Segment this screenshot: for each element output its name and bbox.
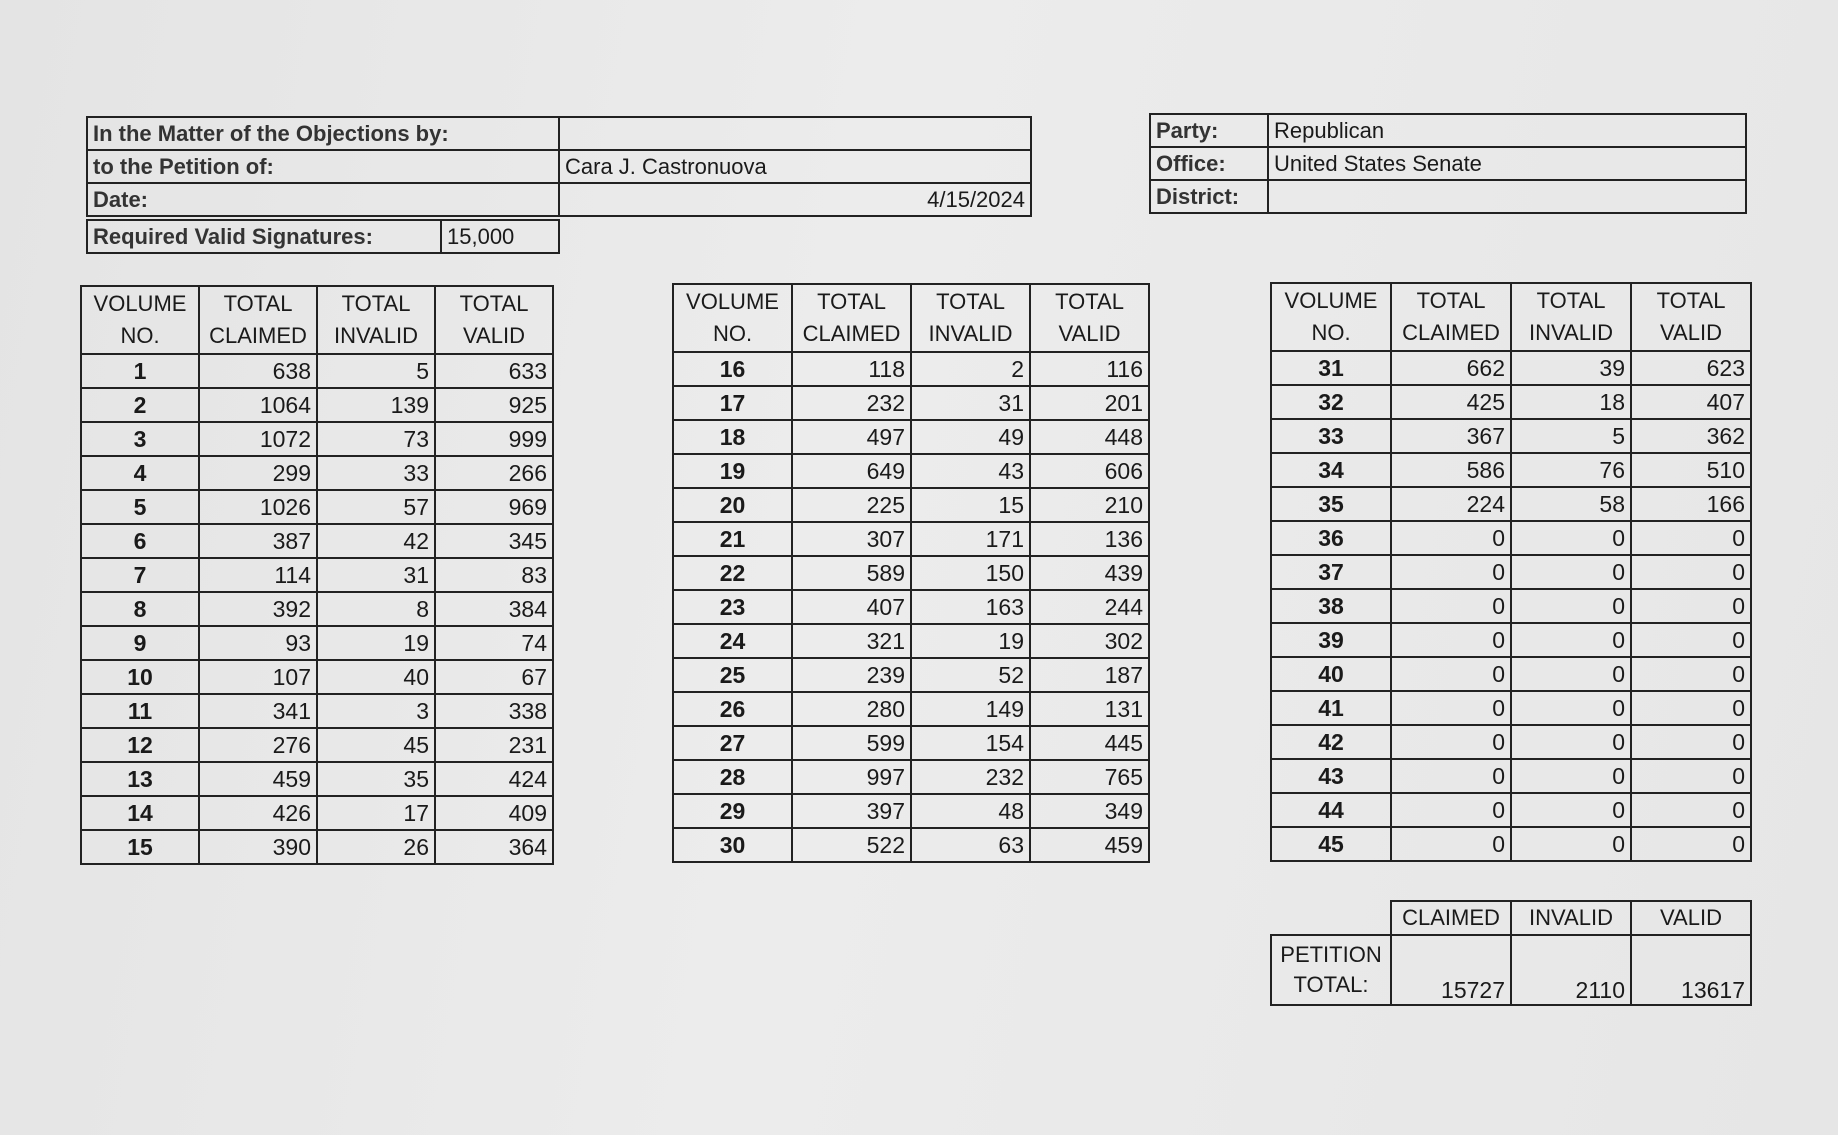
valid-cell: 364 — [435, 830, 553, 864]
claimed-cell: 276 — [199, 728, 317, 762]
table-row — [81, 660, 553, 694]
table-row — [81, 388, 553, 422]
claimed-cell: 225 — [792, 488, 911, 522]
invalid-cell: 35 — [317, 762, 435, 796]
invalid-cell: 48 — [911, 794, 1030, 828]
invalid-cell: 0 — [1511, 725, 1631, 759]
volume-no-cell: 1 — [81, 354, 199, 388]
table-row — [1271, 555, 1751, 589]
valid-cell: 302 — [1030, 624, 1149, 658]
table-row — [81, 592, 553, 626]
totals-invalid-header: INVALID — [1511, 901, 1631, 935]
invalid-cell: 31 — [317, 558, 435, 592]
volume-no-cell: 38 — [1271, 589, 1391, 623]
invalid-cell: 19 — [317, 626, 435, 660]
invalid-cell: 45 — [317, 728, 435, 762]
claimed-cell: 1064 — [199, 388, 317, 422]
invalid-cell: 63 — [911, 828, 1030, 862]
volume-no-cell: 29 — [673, 794, 792, 828]
valid-cell: 116 — [1030, 352, 1149, 386]
volume-no-cell: 32 — [1271, 385, 1391, 419]
claimed-cell: 1026 — [199, 490, 317, 524]
volume-no-cell: 43 — [1271, 759, 1391, 793]
claimed-cell: 0 — [1391, 827, 1511, 861]
invalid-cell: 0 — [1511, 623, 1631, 657]
claimed-cell: 0 — [1391, 759, 1511, 793]
claimed-cell: 599 — [792, 726, 911, 760]
office-value: United States Senate — [1268, 147, 1746, 180]
valid-cell: 210 — [1030, 488, 1149, 522]
table-row — [673, 386, 1149, 420]
volume-no-cell: 25 — [673, 658, 792, 692]
district-value — [1268, 180, 1746, 213]
totals-claimed-header: CLAIMED — [1391, 901, 1511, 935]
volume-no-cell: 9 — [81, 626, 199, 660]
volume-no-cell: 16 — [673, 352, 792, 386]
volume-no-cell: 5 — [81, 490, 199, 524]
valid-cell: 136 — [1030, 522, 1149, 556]
valid-cell: 445 — [1030, 726, 1149, 760]
claimed-cell: 321 — [792, 624, 911, 658]
table-row — [673, 352, 1149, 386]
valid-cell: 424 — [435, 762, 553, 796]
invalid-cell: 31 — [911, 386, 1030, 420]
invalid-cell: 0 — [1511, 555, 1631, 589]
party-value: Republican — [1268, 114, 1746, 147]
valid-cell: 231 — [435, 728, 553, 762]
totals-valid-header: VALID — [1631, 901, 1751, 935]
table-row — [673, 590, 1149, 624]
party-label: Party: — [1150, 114, 1268, 147]
claimed-cell: 114 — [199, 558, 317, 592]
valid-cell: 448 — [1030, 420, 1149, 454]
valid-cell: 459 — [1030, 828, 1149, 862]
table-row — [81, 456, 553, 490]
claimed-cell: 425 — [1391, 385, 1511, 419]
table-row — [1271, 589, 1751, 623]
objections-value — [559, 117, 1031, 150]
invalid-cell: 0 — [1511, 657, 1631, 691]
claimed-cell: 649 — [792, 454, 911, 488]
invalid-cell: 33 — [317, 456, 435, 490]
valid-header: TOTAL VALID — [435, 286, 553, 354]
table-row — [81, 796, 553, 830]
table-row — [673, 624, 1149, 658]
claimed-cell: 407 — [792, 590, 911, 624]
date-value: 4/15/2024 — [559, 183, 1031, 216]
valid-cell: 439 — [1030, 556, 1149, 590]
invalid-cell: 0 — [1511, 827, 1631, 861]
valid-header: TOTAL VALID — [1030, 284, 1149, 352]
invalid-cell: 149 — [911, 692, 1030, 726]
volume-header: VOLUME NO. — [1271, 283, 1391, 351]
valid-cell: 0 — [1631, 555, 1751, 589]
petition-value: Cara J. Castronuova — [559, 150, 1031, 183]
invalid-cell: 49 — [911, 420, 1030, 454]
claimed-header: TOTAL CLAIMED — [792, 284, 911, 352]
table-row — [673, 658, 1149, 692]
valid-cell: 384 — [435, 592, 553, 626]
claimed-cell: 341 — [199, 694, 317, 728]
objections-label: In the Matter of the Objections by: — [87, 117, 559, 150]
total-claimed: 15727 — [1391, 935, 1511, 1005]
claimed-cell: 662 — [1391, 351, 1511, 385]
table-row — [81, 490, 553, 524]
volume-no-cell: 40 — [1271, 657, 1391, 691]
claimed-cell: 232 — [792, 386, 911, 420]
valid-cell: 0 — [1631, 521, 1751, 555]
table-row — [81, 524, 553, 558]
claimed-cell: 638 — [199, 354, 317, 388]
volume-header: VOLUME NO. — [673, 284, 792, 352]
claimed-cell: 390 — [199, 830, 317, 864]
claimed-cell: 0 — [1391, 521, 1511, 555]
invalid-cell: 150 — [911, 556, 1030, 590]
table-row — [1271, 827, 1751, 861]
table-row — [673, 420, 1149, 454]
invalid-cell: 5 — [1511, 419, 1631, 453]
volume-no-cell: 31 — [1271, 351, 1391, 385]
valid-cell: 166 — [1631, 487, 1751, 521]
volume-no-cell: 39 — [1271, 623, 1391, 657]
volume-no-cell: 24 — [673, 624, 792, 658]
volume-no-cell: 35 — [1271, 487, 1391, 521]
volume-no-cell: 45 — [1271, 827, 1391, 861]
volume-no-cell: 26 — [673, 692, 792, 726]
claimed-cell: 0 — [1391, 589, 1511, 623]
claimed-cell: 107 — [199, 660, 317, 694]
volume-no-cell: 44 — [1271, 793, 1391, 827]
volume-no-cell: 23 — [673, 590, 792, 624]
volume-no-cell: 7 — [81, 558, 199, 592]
table-row — [1271, 657, 1751, 691]
claimed-cell: 392 — [199, 592, 317, 626]
valid-cell: 0 — [1631, 657, 1751, 691]
volume-no-cell: 6 — [81, 524, 199, 558]
table-row — [673, 454, 1149, 488]
table-row — [673, 488, 1149, 522]
claimed-header: TOTAL CLAIMED — [199, 286, 317, 354]
valid-cell: 349 — [1030, 794, 1149, 828]
invalid-cell: 171 — [911, 522, 1030, 556]
valid-cell: 0 — [1631, 589, 1751, 623]
valid-cell: 0 — [1631, 691, 1751, 725]
volume-table-2 — [672, 283, 1150, 863]
volume-no-cell: 4 — [81, 456, 199, 490]
valid-cell: 510 — [1631, 453, 1751, 487]
invalid-cell: 163 — [911, 590, 1030, 624]
invalid-cell: 39 — [1511, 351, 1631, 385]
valid-cell: 0 — [1631, 793, 1751, 827]
invalid-cell: 40 — [317, 660, 435, 694]
table-row — [673, 760, 1149, 794]
claimed-cell: 239 — [792, 658, 911, 692]
table-row — [81, 558, 553, 592]
invalid-cell: 8 — [317, 592, 435, 626]
district-label: District: — [1150, 180, 1268, 213]
claimed-cell: 997 — [792, 760, 911, 794]
claimed-header: TOTAL CLAIMED — [1391, 283, 1511, 351]
table-row — [81, 830, 553, 864]
volume-no-cell: 20 — [673, 488, 792, 522]
claimed-cell: 299 — [199, 456, 317, 490]
required-signatures-table — [86, 219, 560, 254]
volume-no-cell: 3 — [81, 422, 199, 456]
invalid-cell: 0 — [1511, 589, 1631, 623]
valid-header: TOTAL VALID — [1631, 283, 1751, 351]
valid-cell: 925 — [435, 388, 553, 422]
volume-no-cell: 34 — [1271, 453, 1391, 487]
invalid-cell: 52 — [911, 658, 1030, 692]
required-signatures-label: Required Valid Signatures: — [87, 220, 441, 253]
volume-no-cell: 28 — [673, 760, 792, 794]
table-row — [81, 728, 553, 762]
party-info-table — [1149, 113, 1747, 214]
date-label: Date: — [87, 183, 559, 216]
valid-cell: 765 — [1030, 760, 1149, 794]
claimed-cell: 426 — [199, 796, 317, 830]
invalid-header: TOTAL INVALID — [1511, 283, 1631, 351]
petition-total-label: PETITION TOTAL: — [1271, 935, 1391, 1005]
volume-no-cell: 22 — [673, 556, 792, 590]
volume-no-cell: 27 — [673, 726, 792, 760]
claimed-cell: 118 — [792, 352, 911, 386]
table-row — [1271, 623, 1751, 657]
invalid-cell: 154 — [911, 726, 1030, 760]
valid-cell: 633 — [435, 354, 553, 388]
table-row — [673, 794, 1149, 828]
claimed-cell: 0 — [1391, 793, 1511, 827]
valid-cell: 83 — [435, 558, 553, 592]
required-signatures-value: 15,000 — [441, 220, 559, 253]
claimed-cell: 459 — [199, 762, 317, 796]
table-row — [1271, 793, 1751, 827]
volume-no-cell: 19 — [673, 454, 792, 488]
claimed-cell: 224 — [1391, 487, 1511, 521]
valid-cell: 969 — [435, 490, 553, 524]
objections-info-table — [86, 116, 1032, 217]
invalid-cell: 19 — [911, 624, 1030, 658]
table-row — [673, 726, 1149, 760]
petition-label: to the Petition of: — [87, 150, 559, 183]
valid-cell: 0 — [1631, 827, 1751, 861]
claimed-cell: 497 — [792, 420, 911, 454]
volume-no-cell: 10 — [81, 660, 199, 694]
table-row — [1271, 351, 1751, 385]
table-row — [1271, 521, 1751, 555]
valid-cell: 0 — [1631, 725, 1751, 759]
table-row — [1271, 419, 1751, 453]
volume-header: VOLUME NO. — [81, 286, 199, 354]
volume-no-cell: 2 — [81, 388, 199, 422]
table-row — [1271, 487, 1751, 521]
volume-no-cell: 13 — [81, 762, 199, 796]
invalid-cell: 26 — [317, 830, 435, 864]
petition-totals-table — [1270, 900, 1752, 1006]
valid-cell: 407 — [1631, 385, 1751, 419]
valid-cell: 0 — [1631, 623, 1751, 657]
table-row — [673, 556, 1149, 590]
volume-no-cell: 42 — [1271, 725, 1391, 759]
valid-cell: 131 — [1030, 692, 1149, 726]
volume-no-cell: 36 — [1271, 521, 1391, 555]
invalid-cell: 17 — [317, 796, 435, 830]
invalid-cell: 18 — [1511, 385, 1631, 419]
valid-cell: 74 — [435, 626, 553, 660]
volume-no-cell: 33 — [1271, 419, 1391, 453]
valid-cell: 0 — [1631, 759, 1751, 793]
valid-cell: 606 — [1030, 454, 1149, 488]
invalid-cell: 58 — [1511, 487, 1631, 521]
claimed-cell: 93 — [199, 626, 317, 660]
volume-no-cell: 11 — [81, 694, 199, 728]
claimed-cell: 586 — [1391, 453, 1511, 487]
invalid-cell: 0 — [1511, 691, 1631, 725]
claimed-cell: 1072 — [199, 422, 317, 456]
claimed-cell: 387 — [199, 524, 317, 558]
volume-no-cell: 37 — [1271, 555, 1391, 589]
claimed-cell: 0 — [1391, 657, 1511, 691]
invalid-cell: 57 — [317, 490, 435, 524]
invalid-cell: 5 — [317, 354, 435, 388]
invalid-cell: 3 — [317, 694, 435, 728]
table-row — [81, 354, 553, 388]
total-invalid: 2110 — [1511, 935, 1631, 1005]
claimed-cell: 589 — [792, 556, 911, 590]
table-row — [81, 694, 553, 728]
table-row — [1271, 453, 1751, 487]
claimed-cell: 280 — [792, 692, 911, 726]
volume-no-cell: 30 — [673, 828, 792, 862]
volume-table-3 — [1270, 282, 1752, 862]
valid-cell: 345 — [435, 524, 553, 558]
invalid-cell: 73 — [317, 422, 435, 456]
table-row — [673, 692, 1149, 726]
invalid-cell: 43 — [911, 454, 1030, 488]
volume-no-cell: 41 — [1271, 691, 1391, 725]
volume-no-cell: 14 — [81, 796, 199, 830]
valid-cell: 244 — [1030, 590, 1149, 624]
table-row — [673, 828, 1149, 862]
valid-cell: 67 — [435, 660, 553, 694]
valid-cell: 623 — [1631, 351, 1751, 385]
volume-no-cell: 15 — [81, 830, 199, 864]
invalid-cell: 139 — [317, 388, 435, 422]
claimed-cell: 0 — [1391, 555, 1511, 589]
claimed-cell: 307 — [792, 522, 911, 556]
claimed-cell: 397 — [792, 794, 911, 828]
claimed-cell: 0 — [1391, 623, 1511, 657]
invalid-header: TOTAL INVALID — [911, 284, 1030, 352]
table-row — [1271, 759, 1751, 793]
office-label: Office: — [1150, 147, 1268, 180]
valid-cell: 409 — [435, 796, 553, 830]
invalid-cell: 42 — [317, 524, 435, 558]
volume-no-cell: 17 — [673, 386, 792, 420]
claimed-cell: 0 — [1391, 725, 1511, 759]
volume-no-cell: 12 — [81, 728, 199, 762]
claimed-cell: 522 — [792, 828, 911, 862]
invalid-cell: 232 — [911, 760, 1030, 794]
valid-cell: 338 — [435, 694, 553, 728]
table-row — [1271, 385, 1751, 419]
total-valid: 13617 — [1631, 935, 1751, 1005]
invalid-cell: 0 — [1511, 521, 1631, 555]
invalid-cell: 0 — [1511, 759, 1631, 793]
volume-no-cell: 8 — [81, 592, 199, 626]
invalid-cell: 0 — [1511, 793, 1631, 827]
invalid-cell: 76 — [1511, 453, 1631, 487]
valid-cell: 999 — [435, 422, 553, 456]
invalid-cell: 2 — [911, 352, 1030, 386]
volume-table-1 — [80, 285, 554, 865]
valid-cell: 266 — [435, 456, 553, 490]
table-row — [81, 626, 553, 660]
table-row — [1271, 725, 1751, 759]
volume-no-cell: 21 — [673, 522, 792, 556]
valid-cell: 201 — [1030, 386, 1149, 420]
invalid-header: TOTAL INVALID — [317, 286, 435, 354]
table-row — [81, 422, 553, 456]
claimed-cell: 0 — [1391, 691, 1511, 725]
valid-cell: 187 — [1030, 658, 1149, 692]
claimed-cell: 367 — [1391, 419, 1511, 453]
table-row — [81, 762, 553, 796]
table-row — [673, 522, 1149, 556]
invalid-cell: 15 — [911, 488, 1030, 522]
valid-cell: 362 — [1631, 419, 1751, 453]
volume-no-cell: 18 — [673, 420, 792, 454]
table-row — [1271, 691, 1751, 725]
totals-corner — [1271, 901, 1391, 935]
